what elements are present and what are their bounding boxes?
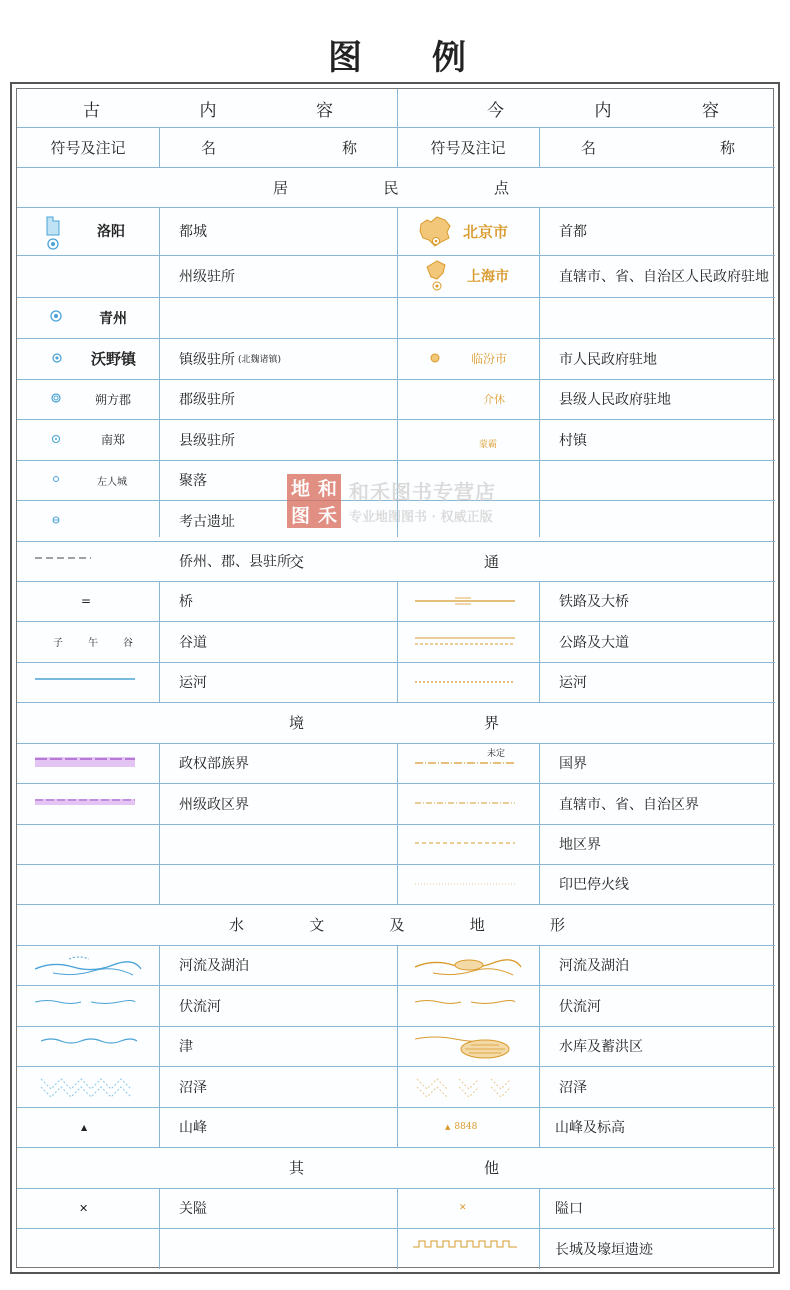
page-title [0, 30, 790, 80]
watermark [287, 474, 547, 530]
name-district-border: 地区界 [559, 837, 601, 853]
name-river-lake-modern: 河流及湖泊 [559, 958, 629, 974]
river-lake-modern-icon [413, 951, 523, 981]
district-border-icon [415, 839, 519, 847]
name-ford: 津 [179, 1039, 193, 1055]
sample-zuorencheng: 左人城 [97, 476, 127, 488]
name-river-lake-ancient: 河流及湖泊 [179, 958, 249, 974]
beijing-shape-icon [417, 214, 453, 248]
national-border-icon [415, 759, 519, 767]
commandery-symbol-icon [50, 392, 62, 404]
swamp-ancient-icon [39, 1073, 139, 1101]
pass-modern-icon: ✕ [459, 1203, 467, 1213]
name-zhenji: 镇级驻所 (北魏诸镇) [179, 351, 282, 368]
ceasefire-line-icon [415, 880, 519, 888]
name-juluo: 聚落 [179, 473, 207, 489]
railway-icon [415, 596, 519, 606]
name-national-border: 国界 [559, 756, 587, 772]
great-wall-icon [413, 1237, 521, 1251]
reservoir-icon [415, 1029, 519, 1059]
city-symbol-icon [429, 352, 441, 364]
undetermined-label: 未定 [487, 748, 506, 759]
watermark-line2: 专业地图图书 · 权威正版 [349, 510, 493, 525]
highway-icon [415, 636, 519, 646]
name-underground-river-modern: 伏流河 [559, 998, 601, 1015]
name-canal-ancient: 运河 [179, 675, 207, 691]
section-borders: 境 界 [289, 714, 499, 732]
header-name-ancient: 名 称 [201, 138, 357, 157]
sample-woyezhen: 沃野镇 [91, 350, 137, 368]
name-valley: 谷道 [179, 634, 207, 651]
header-ancient: 古 内 容 [83, 100, 333, 121]
garrison-symbol-icon [51, 352, 63, 364]
section-transport: 交 通 [289, 552, 499, 571]
village-symbol-icon [52, 475, 60, 483]
qiao-dash-icon [35, 553, 95, 563]
name-peak-modern: 山峰及标高 [555, 1120, 625, 1136]
swamp-modern-icon [415, 1073, 519, 1101]
name-xianji: 县级驻所 [179, 432, 235, 449]
watermark-seal: 地 和 图 禾 [287, 474, 341, 528]
name-swamp-ancient: 沼泽 [179, 1079, 207, 1096]
name-province-border-modern: 直辖市、省、自治区界 [559, 796, 699, 813]
sample-village: 蒙霸 [479, 439, 498, 450]
legend-frame [10, 82, 780, 1274]
name-pass-ancient: 关隘 [179, 1201, 207, 1217]
ford-icon [41, 1035, 141, 1047]
site-symbol-icon [51, 515, 61, 525]
section-hydro: 水 文 及 地 形 [229, 916, 565, 934]
sample-nanzheng: 南郑 [101, 433, 126, 447]
header-symbol-modern: 符号及注记 [430, 138, 506, 157]
name-junji: 郡级驻所 [179, 392, 235, 408]
name-province-border-ancient: 州级政区界 [179, 796, 249, 813]
name-bridge: 桥 [179, 594, 193, 610]
river-lake-ancient-icon [33, 951, 143, 981]
header-modern: 今 内 容 [487, 100, 719, 121]
header-name-modern: 名 称 [581, 138, 735, 157]
name-ducheng: 都城 [179, 224, 207, 240]
sample-beijing: 北京市 [463, 222, 509, 241]
capital-symbol-icon [41, 213, 71, 253]
legend-table [16, 88, 774, 1268]
valley-road-sample: 子 午 谷 [53, 638, 133, 649]
peak-modern-icon: ▲ [445, 1123, 451, 1131]
regime-border-icon [35, 755, 139, 769]
underground-river-modern-icon [415, 997, 519, 1007]
province-border-ancient-icon [35, 796, 139, 808]
peak-height-label: ▲ 8848 [445, 1122, 478, 1132]
name-great-wall: 长城及壕垣遗迹 [555, 1241, 653, 1258]
name-underground-river-ancient: 伏流河 [179, 998, 221, 1015]
underground-river-ancient-icon [35, 997, 139, 1007]
name-qiaozhou: 侨州、郡、县驻所 [179, 554, 291, 570]
name-zhouji: 州级驻所 [179, 269, 235, 285]
header-symbol-ancient: 符号及注记 [50, 138, 126, 157]
name-kaogu: 考古遗址 [179, 513, 235, 530]
name-regime-border: 政权部族界 [179, 756, 249, 772]
sample-luoyang: 洛阳 [97, 224, 125, 240]
name-xianzf: 县级人民政府驻地 [559, 392, 671, 408]
sample-qingzhou: 青州 [99, 310, 127, 327]
sample-linfen: 临汾市 [471, 352, 508, 366]
name-reservoir: 水库及蓄洪区 [559, 1039, 643, 1055]
county-symbol-icon [51, 434, 61, 444]
shanghai-shape-icon [421, 257, 451, 295]
canal-modern-icon [415, 679, 519, 685]
name-shiji: 市人民政府驻地 [559, 351, 657, 368]
name-swamp-modern: 沼泽 [559, 1079, 587, 1096]
name-shoudu: 首都 [559, 224, 587, 240]
name-ceasefire: 印巴停火线 [559, 877, 629, 893]
prefecture-symbol-icon [49, 309, 63, 323]
title-char: 例 [432, 38, 468, 78]
bridge-symbol-icon: = [81, 594, 92, 608]
name-pass-modern: 隘口 [555, 1201, 583, 1217]
name-railway: 铁路及大桥 [559, 594, 629, 610]
canal-ancient-icon [35, 676, 139, 682]
watermark-line1: 和禾图书专营店 [349, 480, 496, 504]
name-canal-modern: 运河 [559, 675, 587, 691]
name-highway: 公路及大道 [559, 634, 629, 651]
sample-jiexiu: 介休 [483, 393, 505, 406]
name-peak-ancient: 山峰 [179, 1120, 207, 1136]
peak-ancient-icon: ▲ [81, 1122, 88, 1132]
name-zhixiashi: 直辖市、省、自治区人民政府驻地 [559, 269, 769, 285]
title-char: 图 [328, 38, 364, 78]
sample-shanghai: 上海市 [467, 269, 509, 285]
province-border-modern-icon [415, 799, 519, 807]
section-settlements: 居 民 点 [273, 178, 509, 197]
pass-ancient-icon: ✕ [79, 1201, 89, 1215]
sample-shuofangjun: 朔方郡 [95, 392, 132, 407]
name-cunzhen: 村镇 [559, 432, 587, 449]
section-other: 其 他 [289, 1159, 499, 1177]
